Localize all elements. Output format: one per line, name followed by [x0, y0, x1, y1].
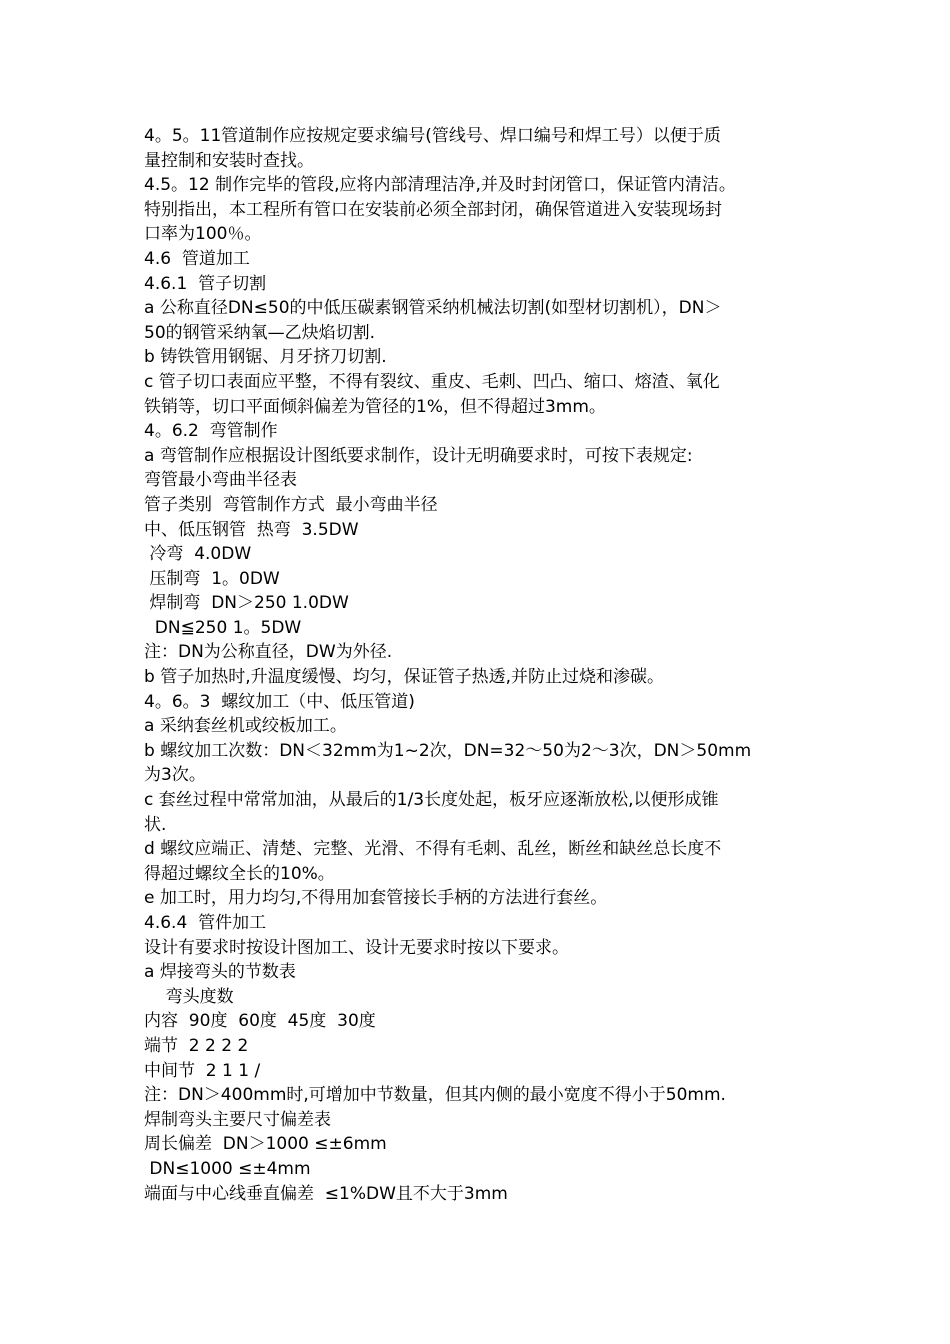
table-row: 中、低压钢管 热弯 3.5DW — [144, 519, 359, 540]
text-line: b 管子加热时,升温度缓慢、均匀，保证管子热透,并防止过烧和渗碳。 — [144, 667, 665, 688]
table-row: 端面与中心线垂直偏差 ≤1%DW且不大于3mm — [144, 1183, 508, 1204]
text-line: c 套丝过程中常常加油，从最后的1/3长度处起，板牙应逐渐放松,以便形成锥 — [144, 790, 719, 811]
subsection-heading: 4.6.4 管件加工 — [144, 913, 267, 933]
table-row: 中间节 2 1 1 / — [144, 1060, 261, 1081]
table-row: DN≤1000 ≤±4mm — [144, 1158, 311, 1179]
text-line: 得超过螺纹全长的10%。 — [144, 863, 335, 884]
text-line: 量控制和安装时查找。 — [144, 150, 314, 171]
subsection-heading: 4。6。3 螺纹加工（中、低压管道) — [144, 691, 415, 712]
text-line: 为3次。 — [144, 765, 206, 786]
text-line: c 管子切口表面应平整，不得有裂纹、重皮、毛刺、凹凸、缩口、熔渣、氧化 — [144, 371, 720, 392]
text-line: 特别指出，本工程所有管口在安装前必须全部封闭，确保管道进入安装现场封 — [144, 199, 722, 220]
text-line: 50的钢管采纳氧—乙炔焰切割. — [144, 322, 376, 343]
table-row: 冷弯 4.0DW — [144, 544, 252, 565]
text-line: a 采纳套丝机或绞板加工。 — [144, 716, 347, 737]
text-line: 铁销等，切口平面倾斜偏差为管径的1%，但不得超过3mm。 — [144, 396, 606, 417]
table-row: 弯头度数 — [144, 986, 234, 1007]
document-page — [144, 124, 824, 1206]
text-line: a 公称直径DN≤50的中低压碳素钢管采纳机械法切割(如型材切割机），DN＞ — [144, 298, 722, 319]
text-line: a 弯管制作应根据设计图纸要求制作，设计无明确要求时，可按下表规定: — [144, 445, 693, 466]
note-line: 注：DN＞400mm时,可增加中节数量，但其内侧的最小宽度不得小于50mm. — [144, 1085, 726, 1106]
table-title: 焊制弯头主要尺寸偏差表 — [144, 1109, 331, 1130]
table-row: 管子类别 弯管制作方式 最小弯曲半径 — [144, 494, 438, 515]
table-row: DN≦250 1。5DW — [144, 617, 302, 638]
text-line: 4.5。12 制作完毕的管段,应将内部清理洁净,并及时封闭管口，保证管内清洁。 — [144, 175, 736, 196]
text-line: 状. — [144, 814, 167, 835]
text-line: 4。5。11管道制作应按规定要求编号(管线号、焊口编号和焊工号）以便于质 — [144, 126, 721, 146]
text-line: 设计有要求时按设计图加工、设计无要求时按以下要求。 — [144, 937, 569, 958]
subsection-heading: 4.6.1 管子切割 — [144, 273, 267, 294]
section-heading: 4.6 管道加工 — [144, 248, 250, 269]
table-row: 端节 2 2 2 2 — [144, 1035, 249, 1056]
note-line: 注：DN为公称直径，DW为外径. — [144, 642, 393, 663]
table-row: 周长偏差 DN＞1000 ≤±6mm — [144, 1134, 387, 1155]
table-title: a 焊接弯头的节数表 — [144, 962, 296, 983]
text-line: b 螺纹加工次数：DN＜32mm为1~2次，DN=32～50为2～3次，DN＞50mm — [144, 740, 752, 761]
table-row: 内容 90度 60度 45度 30度 — [144, 1011, 376, 1032]
subsection-heading: 4。6.2 弯管制作 — [144, 421, 278, 442]
table-title: 弯管最小弯曲半径表 — [144, 470, 297, 491]
text-line: d 螺纹应端正、清楚、完整、光滑、不得有毛刺、乱丝，断丝和缺丝总长度不 — [144, 839, 722, 860]
text-line: 口率为100％。 — [144, 224, 262, 245]
text-line: e 加工时，用力均匀,不得用加套管接长手柄的方法进行套丝。 — [144, 888, 608, 909]
table-row: 压制弯 1。0DW — [144, 568, 280, 589]
table-row: 焊制弯 DN＞250 1.0DW — [144, 593, 349, 614]
text-line: b 铸铁管用钢锯、月牙挤刀切割. — [144, 347, 387, 368]
